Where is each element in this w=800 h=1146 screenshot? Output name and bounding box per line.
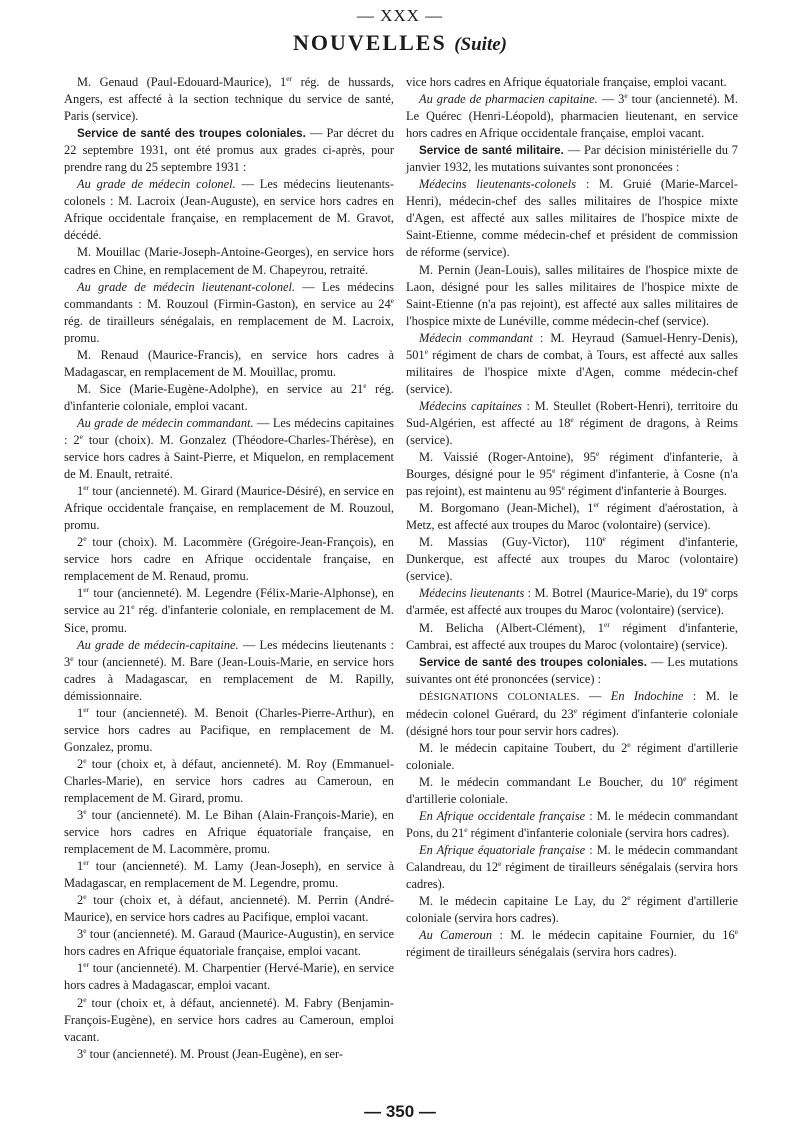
paragraph: Médecins lieutenants : M. Botrel (Maurice-Marie), du 19e corps d'armée, est affecté aux troupes du Maroc (volontaire) (service).	[406, 585, 738, 618]
paragraph: M. le médecin commandant Le Boucher, du 10e régiment d'artillerie coloniale.	[406, 773, 738, 806]
paragraph: M. Pernin (Jean-Louis), salles militaires de l'hospice mixte de Laon, désigné pour les salles militaires de l'hospice mixte de Saint-Etienne (n'a pas rejoint), est affecté aux salles militaires de l'hospice mixte de Lunéville, comme médecin-chef (service).	[406, 262, 738, 328]
paragraph: M. le médecin capitaine Le Lay, du 2e régiment d'artillerie coloniale (servira hors cadres).	[406, 893, 738, 926]
page-title-main: NOUVELLES	[293, 30, 447, 55]
paragraph: Au Cameroun : M. le médecin capitaine Fournier, du 16e régiment de tirailleurs sénégalais (servira hors cadres).	[406, 927, 738, 960]
paragraph: 2e tour (choix). M. Lacommère (Grégoire-Jean-François), en service hors cadre en Afrique occidentale française, en remplacement de M. Renaud, promu.	[64, 534, 394, 584]
paragraph: Service de santé des troupes coloniales. — Par décret du 22 septembre 1931, ont été promus aux grades ci-après, pour prendre rang du 25 septembre 1931 :	[64, 126, 395, 175]
paragraph: En Afrique équatoriale française : M. le médecin commandant Calandreau, du 12e régiment de tirailleurs sénégalais (servira hors cadres).	[406, 843, 738, 892]
page-title-suffix: (Suite)	[454, 34, 507, 55]
paragraph: Au grade de médecin-capitaine. — Les médecins lieutenants : 3e tour (ancienneté). M. Bare (Jean-Louis-Marie, en service hors cadres à Madagascar, en remplacement de M. Rapilly, démissionnaire.	[64, 637, 394, 703]
paragraph: M. le médecin capitaine Toubert, du 2e régiment d'artillerie coloniale.	[406, 739, 738, 772]
paragraph: M. Borgomano (Jean-Michel), 1er régiment d'aérostation, à Metz, est affecté aux troupes du Maroc (volontaire) (service).	[406, 500, 738, 533]
paragraph: M. Belicha (Albert-Clément), 1er régiment d'infanterie, Cambrai, est affecté aux troupes du Maroc (volontaire) (service).	[406, 619, 738, 652]
paragraph: 3e tour (ancienneté). M. Garaud (Maurice-Augustin), en service hors cadres en Afrique équatoriale française, emploi vacant.	[64, 926, 394, 959]
paragraph: Au grade de médecin colonel. — Les médecins lieutenants-colonels : M. Lacroix (Jean-Auguste), en service hors cadres en Afrique occidentale française, en remplacement de M. Gravot, décédé.	[64, 177, 394, 243]
page-title	[0, 30, 800, 56]
paragraph: M. Massias (Guy-Victor), 110e régiment d'infanterie, Dunkerque, est affecté aux troupes du Maroc (volontaire) (service).	[406, 534, 738, 584]
paragraph: 1er tour (ancienneté). M. Lamy (Jean-Joseph), en service à Madagascar, en remplacement de M. Legendre, promu.	[64, 858, 394, 891]
right-column	[406, 74, 738, 961]
paragraph: En Afrique occidentale française : M. le médecin commandant Pons, du 21e régiment d'infanterie coloniale (servira hors cadres).	[406, 809, 738, 841]
paragraph: 1er tour (ancienneté). M. Legendre (Félix-Marie-Alphonse), en service au 21e rég. d'infanterie coloniale, en remplacement de M. Sice, promu.	[64, 585, 394, 635]
paragraph: 1er tour (ancienneté). M. Charpentier (Hervé-Marie), en service hors cadres à Madagascar, emploi vacant.	[64, 960, 394, 993]
paragraph: 3e tour (ancienneté). M. Le Bihan (Alain-François-Marie), en service hors cadres en Afrique équatoriale française, en remplacement de M. Lacommère, promu.	[64, 806, 394, 857]
paragraph: M. Vaissié (Roger-Antoine), 95e régiment d'infanterie, à Bourges, désigné pour le 95e régiment d'infanterie, à Cosne (n'a pas rejoint), est maintenu au 95e régiment d'infanterie à Bourges.	[406, 448, 738, 499]
paragraph: 1er tour (ancienneté). M. Benoit (Charles-Pierre-Arthur), en service hors cadres au Pacifique, en remplacement de M. Gonzalez, promu.	[64, 704, 394, 754]
paragraph: 2e tour (choix et, à défaut, ancienneté). M. Perrin (André-Maurice), en service hors cadres au Pacifique, emploi vacant.	[64, 892, 394, 925]
paragraph: vice hors cadres en Afrique équatoriale française, emploi vacant.	[406, 75, 727, 89]
paragraph: Au grade de médecin commandant. — Les médecins capitaines : 2e tour (choix). M. Gonzalez (Théodore-Charles-Thérèse), en service hors cadres à Saint-Pierre, et Miquelon, en remplacement de M. Enault, retraité.	[64, 415, 394, 482]
paragraph: M. Genaud (Paul-Edouard-Maurice), 1er rég. de hussards, Angers, est affecté à la section technique du service de santé, Paris (service).	[64, 73, 394, 124]
paragraph: Médecins lieutenants-colonels : M. Gruié (Marie-Marcel-Henri), médecin-chef des salles militaires de l'hospice mixte d'Agen, est affecté aux salles militaires de l'hospice mixte de Saint-Etienne, comme médecin-chef et président de commission de réforme (service).	[406, 177, 738, 260]
paragraph: DÉSIGNATIONS COLONIALES. — En Indochine : M. le médecin colonel Guérard, du 23e régiment d'infanterie coloniale (désigné hors tour pour servir hors cadres).	[406, 688, 738, 738]
paragraph: M. Sice (Marie-Eugène-Adolphe), en service au 21e rég. d'infanterie coloniale, emploi vacant.	[64, 380, 394, 413]
paragraph: 2e tour (choix et, à défaut, ancienneté). M. Roy (Emmanuel-Charles-Marie), en service hors cadres au Cameroun, en remplacement de M. Girard, promu.	[64, 755, 394, 805]
paragraph: Médecins capitaines : M. Steullet (Robert-Henri), territoire du Sud-Algérien, est affecté au 18e régiment de dragons, à Reims (service).	[406, 398, 738, 447]
paragraph: 3e tour (ancienneté). M. Proust (Jean-Eugène), en ser-	[77, 1045, 343, 1061]
paragraph: M. Mouillac (Marie-Joseph-Antoine-Georges), en service hors cadres en Chine, en remplacement de M. Chapeyrou, retraité.	[64, 245, 394, 277]
left-column	[64, 74, 394, 1063]
section-number: — XXX —	[356, 6, 444, 25]
paragraph: Au grade de pharmacien capitaine. — 3e tour (ancienneté). M. Le Quérec (Henri-Léopold), pharmacien lieutenant, en service hors cadres en Afrique occidentale française, emploi vacant.	[406, 90, 739, 141]
paragraph: 1er tour (ancienneté). M. Girard (Maurice-Désiré), en service en Afrique occidentale française, en remplacement de M. Rouzoul, promu.	[64, 483, 394, 533]
paragraph: Service de santé militaire. — Par décision ministérielle du 7 janvier 1932, les mutations suivantes sont prononcées :	[406, 143, 738, 175]
paragraph: Service de santé des troupes coloniales. — Les mutations suivantes ont été prononcées (service) :	[406, 654, 739, 686]
page-number: — 350 —	[364, 1102, 436, 1121]
paragraph: Au grade de médecin lieutenant-colonel. — Les médecins commandants : M. Rouzoul (Firmin-Gaston), en service au 24e rég. de tirailleurs sénégalais, en remplacement de M. Lacroix, promu.	[64, 279, 395, 345]
paragraph: Médecin commandant : M. Heyraud (Samuel-Henry-Denis), 501e régiment de chars de combat, à Tours, est affecté aux salles militaires de l'hospice mixte d'Agen, comme médecin-chef (service).	[406, 330, 739, 396]
paragraph: M. Renaud (Maurice-Francis), en service hors cadres à Madagascar, en remplacement de M. Mouillac, promu.	[64, 347, 394, 379]
paragraph: 2e tour (choix et, à défaut, ancienneté). M. Fabry (Benjamin-François-Eugène), en service hors cadres au Cameroun, emploi vacant.	[64, 994, 394, 1044]
